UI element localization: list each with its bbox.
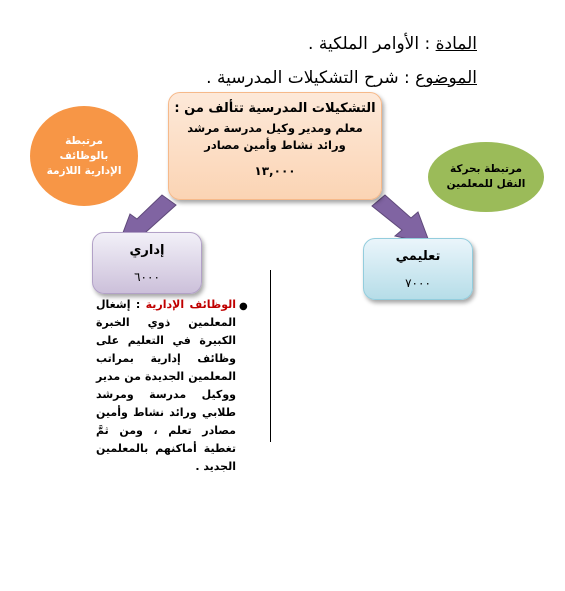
main-box-body: معلم ومدير وكيل مدرسة مرشد ورائد نشاط وأمين مصادر bbox=[187, 121, 363, 152]
arrow-to-edu bbox=[372, 195, 430, 244]
admin-box bbox=[92, 232, 202, 294]
topic-value: : شرح التشكيلات المدرسية . bbox=[206, 68, 410, 88]
vertical-divider bbox=[270, 270, 271, 442]
bullet-icon: ● bbox=[239, 301, 248, 312]
main-box bbox=[168, 92, 382, 200]
admin-bubble-text: مرتبطة بالوظائف الإدارية اللازمة bbox=[46, 134, 122, 177]
admin-box-value: ٦٠٠٠ bbox=[134, 270, 160, 284]
admin-box-label: إداري bbox=[129, 243, 165, 258]
admin-note bbox=[96, 296, 236, 476]
edu-bubble-text: مرتبطة بحركة النقل للمعلمين bbox=[446, 163, 526, 190]
edu-box-value: ٧٠٠٠ bbox=[405, 276, 431, 290]
subject-key: المادة bbox=[435, 34, 477, 54]
admin-note-heading: الوظائف الإدارية bbox=[145, 298, 237, 311]
edu-box-label: تعليمي bbox=[395, 249, 441, 264]
main-box-total: ١٣,٠٠٠ bbox=[254, 164, 296, 178]
main-box-title: التشكيلات المدرسية تتألف من : bbox=[174, 101, 376, 116]
edu-box bbox=[363, 238, 473, 300]
topic-key: الموضوع bbox=[415, 68, 477, 88]
admin-note-text: : إشغال المعلمين ذوي الخبرة الكبيرة في التعليم على وظائف إدارية بمراتب المعلمين الجديدة من مدير ووكيل مدرسة ومرشد طلابي ورائد نشاط وأمين مصادر تعلم ، ومن ثمَّ تغطية أماكنهم بالمعلمين الجديد . bbox=[96, 298, 236, 473]
subject-value: : الأوامر الملكية . bbox=[308, 34, 431, 54]
